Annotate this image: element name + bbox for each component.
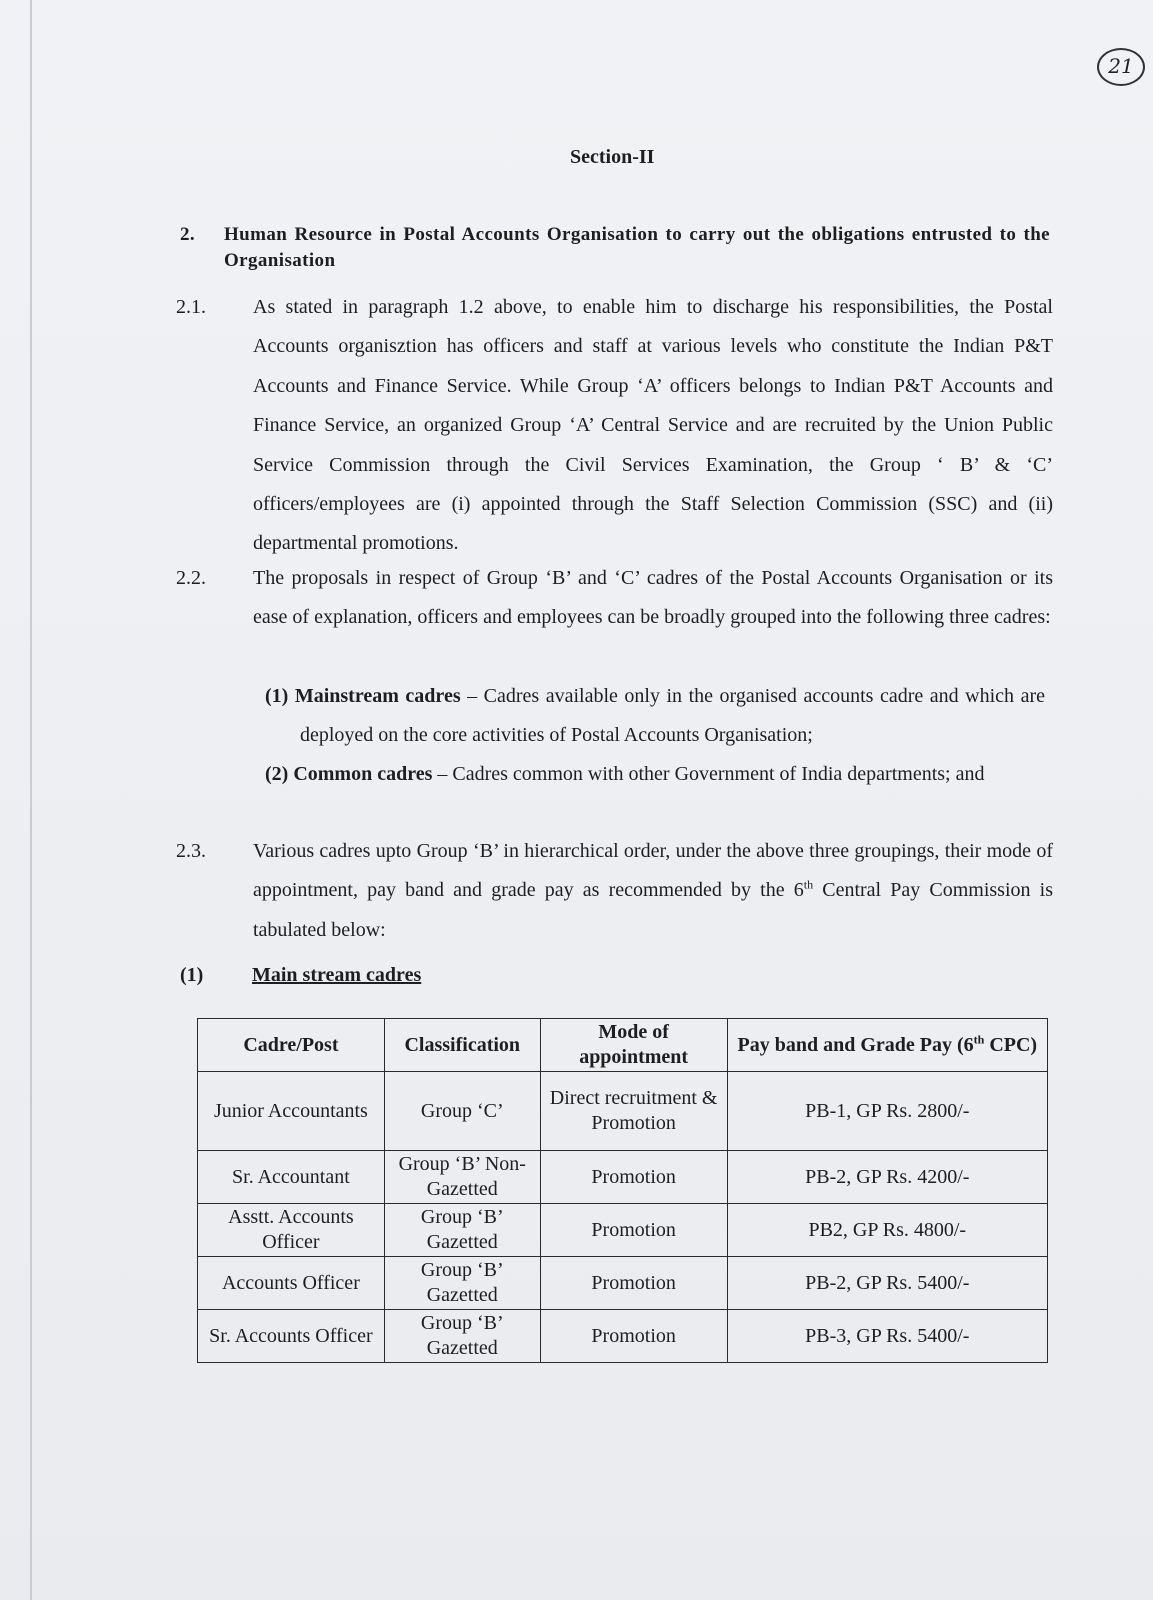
cell-cadre: Sr. Accounts Officer [198, 1310, 385, 1363]
cell-pay: PB-2, GP Rs. 5400/- [727, 1257, 1047, 1310]
table-header-row [198, 1019, 1048, 1072]
cell-mode: Promotion [540, 1151, 727, 1204]
heading-number: 2. [180, 224, 196, 245]
table-row [198, 1310, 1048, 1363]
cadres-table [197, 1018, 1048, 1363]
cell-classification: Group ‘B’ Gazetted [384, 1204, 540, 1257]
paragraph-text [253, 832, 1053, 950]
header-classification: Classification [384, 1019, 540, 1072]
cell-mode: Promotion [540, 1204, 727, 1257]
paragraph-text-part: Central Pay Commission is tabulated below: [253, 879, 1053, 941]
header-pay-text: CPC) [984, 1033, 1038, 1056]
sub-item-label: (1) Mainstream cadres [265, 685, 461, 707]
header-cadre: Cadre/Post [198, 1019, 385, 1072]
cell-classification: Group ‘B’ Gazetted [384, 1257, 540, 1310]
sub-item-mainstream [265, 677, 1045, 756]
cell-cadre: Accounts Officer [198, 1257, 385, 1310]
list-heading-number: (1) [180, 964, 204, 986]
section-title: Section-II [570, 146, 655, 168]
cell-classification: Group ‘B’ Gazetted [384, 1310, 540, 1363]
table-row [198, 1257, 1048, 1310]
cell-pay: PB-2, GP Rs. 4200/- [727, 1151, 1047, 1204]
table-row [198, 1072, 1048, 1151]
cell-cadre: Sr. Accountant [198, 1151, 385, 1204]
cell-cadre: Asstt. Accounts Officer [198, 1204, 385, 1257]
page-left-edge [30, 0, 32, 1600]
page-number-stamp: 21 [1097, 48, 1145, 86]
paragraph-text: The proposals in respect of Group ‘B’ and ‘C’ cadres of the Postal Accounts Organisation or its ease of explanation, officers and employees can be broadly grouped into the following three cadres: [253, 567, 1053, 629]
paragraph-number: 2.1. [176, 296, 206, 318]
paragraph-number: 2.2. [176, 567, 206, 589]
paragraph-text: As stated in paragraph 1.2 above, to enable him to discharge his responsibilities, the Postal Accounts organisztion has officers and staff at various levels who constitute the Indian P&T Accounts and Finance Service. While Group ‘A’ officers belongs to Indian P&T Accounts and Finance Service, an organized Group ‘A’ Central Service and are recruited by the Union Public Service Commission through the Civil Services Examination, the Group ‘ B’ & ‘C’ officers/employees are (i) appointed through the Staff Selection Commission (SSC) and (ii) departmental promotions. [253, 296, 1053, 555]
list-heading-title: Main stream cadres [252, 964, 422, 986]
cell-cadre: Junior Accountants [198, 1072, 385, 1151]
cell-mode: Promotion [540, 1310, 727, 1363]
cell-pay: PB2, GP Rs. 4800/- [727, 1204, 1047, 1257]
paragraph-text-part: Various cadres upto Group ‘B’ in hierarchical order, under the above three groupings, their mode of appointment, pay band and grade pay as recommended by the 6 [253, 840, 1053, 902]
cell-classification: Group ‘C’ [384, 1072, 540, 1151]
header-pay [727, 1019, 1047, 1072]
sub-item-text: – Cadres common with other Government of India departments; and [432, 763, 985, 785]
header-pay-text: Pay band and Grade Pay (6 [737, 1033, 974, 1056]
cell-mode: Promotion [540, 1257, 727, 1310]
sub-item-label: (2) Common cadres [265, 763, 433, 785]
ordinal-suffix: th [803, 877, 814, 892]
paragraph-number: 2.3. [176, 840, 206, 862]
cell-pay: PB-1, GP Rs. 2800/- [727, 1072, 1047, 1151]
cell-pay: PB-3, GP Rs. 5400/- [727, 1310, 1047, 1363]
ordinal-suffix: th [973, 1031, 985, 1046]
heading-text: Human Resource in Postal Accounts Organisation to carry out the obligations entrusted to the Organisation [224, 224, 1050, 271]
cell-classification: Group ‘B’ Non-Gazetted [384, 1151, 540, 1204]
header-mode: Mode of appointment [540, 1019, 727, 1072]
table-row [198, 1204, 1048, 1257]
table-row [198, 1151, 1048, 1204]
sub-item-common [265, 755, 1045, 794]
sub-item-text: – Cadres available only in the organised accounts cadre and which are deployed on the core activities of Postal Accounts Organisation; [300, 685, 1045, 747]
cell-mode: Direct recruitment & Promotion [540, 1072, 727, 1151]
